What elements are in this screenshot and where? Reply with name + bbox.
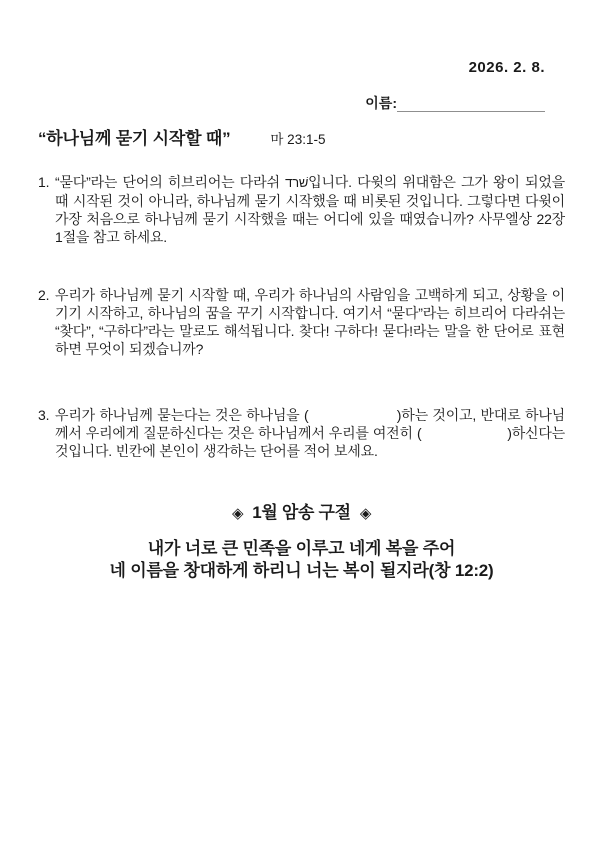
name-field-row [38,94,565,112]
question-item-3 [38,406,565,460]
questions-list [38,173,565,460]
memory-verse-line: 네 이름을 창대하게 하리니 너는 복이 될지라(창 12:2) [109,561,494,580]
question-number: 1. [38,174,50,190]
question-text: 우리가 하나님께 묻는다는 것은 하나님을 ( )하는 것이고, 반대로 하나님께서 우리에게 질문하신다는 것은 하나님께서 우리를 여전히 ( )하신다는 것입니다. 빈칸에 본인이 생각하는 단어를 적어 보세요. [55,407,565,459]
diamond-icon-left: ◈ [231,505,244,522]
hebrew-word-darash: דרשׁ [285,175,309,190]
question-text: 우리가 하나님께 묻기 시작할 때, 우리가 하나님의 사람임을 고백하게 되고, 상황을 이기기 시작하고, 하나님의 꿈을 꾸기 시작합니다. 여기서 “묻다”라는 히브리어 다라쉬는 “찾다”, “구하다”라는 말로도 해석됩니다. 찾다! 구하다! 묻다!라는 말을 한 단어로 표현하면 무엇이 되겠습니까? [55,287,565,357]
question-number: 3. [38,407,50,423]
question-number: 2. [38,287,50,303]
memory-verse-title: 1월 암송 구절 [252,503,351,522]
memory-verse-heading [38,502,565,525]
lesson-title: “하나님께 묻기 시작할 때” [38,129,231,148]
diamond-icon-right: ◈ [359,505,372,522]
document-date: 2026. 2. 8. [468,59,545,76]
question-1-text-after: 입니다. 다윗의 위대함은 그가 왕이 되었을 때 시작된 것이 아니라, 하나님께 묻기 시작했을 때 비롯된 것입니다. 그렇다면 다윗이 가장 처음으로 하나님께 묻기 시작했을 때는 어디에 있을 때였습니까? 사무엘상 22장 1절을 참고 하세요. [55,174,565,245]
question-1-text-before: “묻다”라는 단어의 히브리어는 다라쉬 [55,174,286,190]
scripture-reference: 마 23:1-5 [270,132,326,147]
title-row [38,124,565,149]
memory-verse-text [38,538,565,582]
question-item-2 [38,286,565,358]
name-label: 이름: [365,95,397,111]
memory-verse-line: 내가 너로 큰 민족을 이루고 네게 복을 주어 [147,539,456,558]
question-item-1 [38,173,565,246]
memory-verse-section [38,502,565,582]
question-text [55,173,565,246]
name-input-line[interactable] [397,96,545,112]
